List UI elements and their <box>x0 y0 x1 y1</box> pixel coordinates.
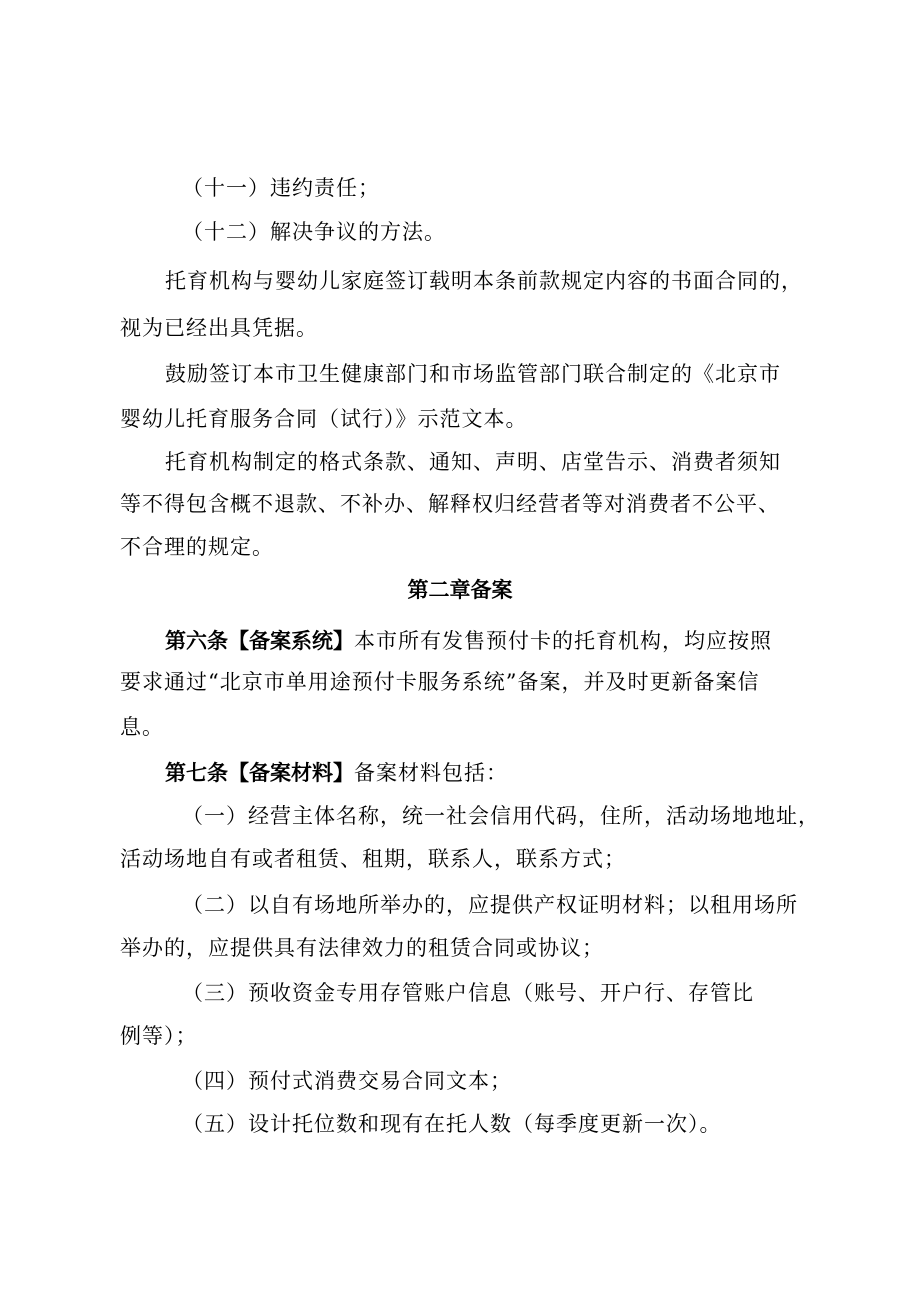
article-6-text: 本市所有发售预付卡的托育机构，均应按照 <box>354 629 772 653</box>
chapter-title: 第二章备案 <box>407 578 513 602</box>
paragraph-encourage-line-2: 婴幼儿托育服务合同（试行）》示范文本。 <box>120 407 528 431</box>
article-6-label: 第六条【备案系统】 <box>165 629 354 653</box>
paragraph-format-line-1: 托育机构制定的格式条款、通知、声明、店堂告示、消费者须知 <box>165 450 781 474</box>
list-item-12: （十二）解决争议的方法。 <box>182 220 446 244</box>
materials-item-3-line-2: 例等）； <box>120 1024 198 1048</box>
materials-item-4: （四）预付式消费交易合同文本； <box>182 1069 512 1093</box>
article-7-text: 备案材料包括： <box>354 761 508 785</box>
materials-item-1-line-2: 活动场地自有或者租赁、租期，联系人，联系方式； <box>120 847 626 871</box>
paragraph-format-line-2: 等不得包含概不退款、不补办、解释权归经营者等对消费者不公平、 <box>120 492 780 516</box>
paragraph-contract-line-2: 视为已经出具凭据。 <box>120 316 318 340</box>
article-6-line-1 <box>165 627 772 655</box>
materials-item-1-line-1: （一）经营主体名称，统一社会信用代码，住所，活动场地地址， <box>182 804 820 828</box>
article-7-line <box>165 759 508 787</box>
article-7-label: 第七条【备案材料】 <box>165 761 354 785</box>
paragraph-contract-line-1: 托育机构与婴幼儿家庭签订载明本条前款规定内容的书面合同的， <box>165 269 803 293</box>
materials-item-3-line-1: （三）预收资金专用存管账户信息（账号、开户行、存管比 <box>182 981 754 1005</box>
paragraph-format-line-3: 不合理的规定。 <box>120 535 274 559</box>
materials-item-5: （五）设计托位数和现有在托人数（每季度更新一次）。 <box>182 1112 722 1136</box>
materials-item-2-line-1: （二）以自有场地所举办的，应提供产权证明材料；以租用场所 <box>182 893 798 917</box>
paragraph-encourage-line-1: 鼓励签订本市卫生健康部门和市场监管部门联合制定的《北京市 <box>165 362 781 386</box>
article-6-line-2: 要求通过“北京市单用途预付卡服务系统”备案，并及时更新备案信 <box>120 670 760 694</box>
materials-item-2-line-2: 举办的，应提供具有法律效力的租赁合同或协议； <box>120 936 604 960</box>
article-6-line-3: 息。 <box>120 715 164 739</box>
list-item-11: （十一）违约责任； <box>182 176 380 200</box>
